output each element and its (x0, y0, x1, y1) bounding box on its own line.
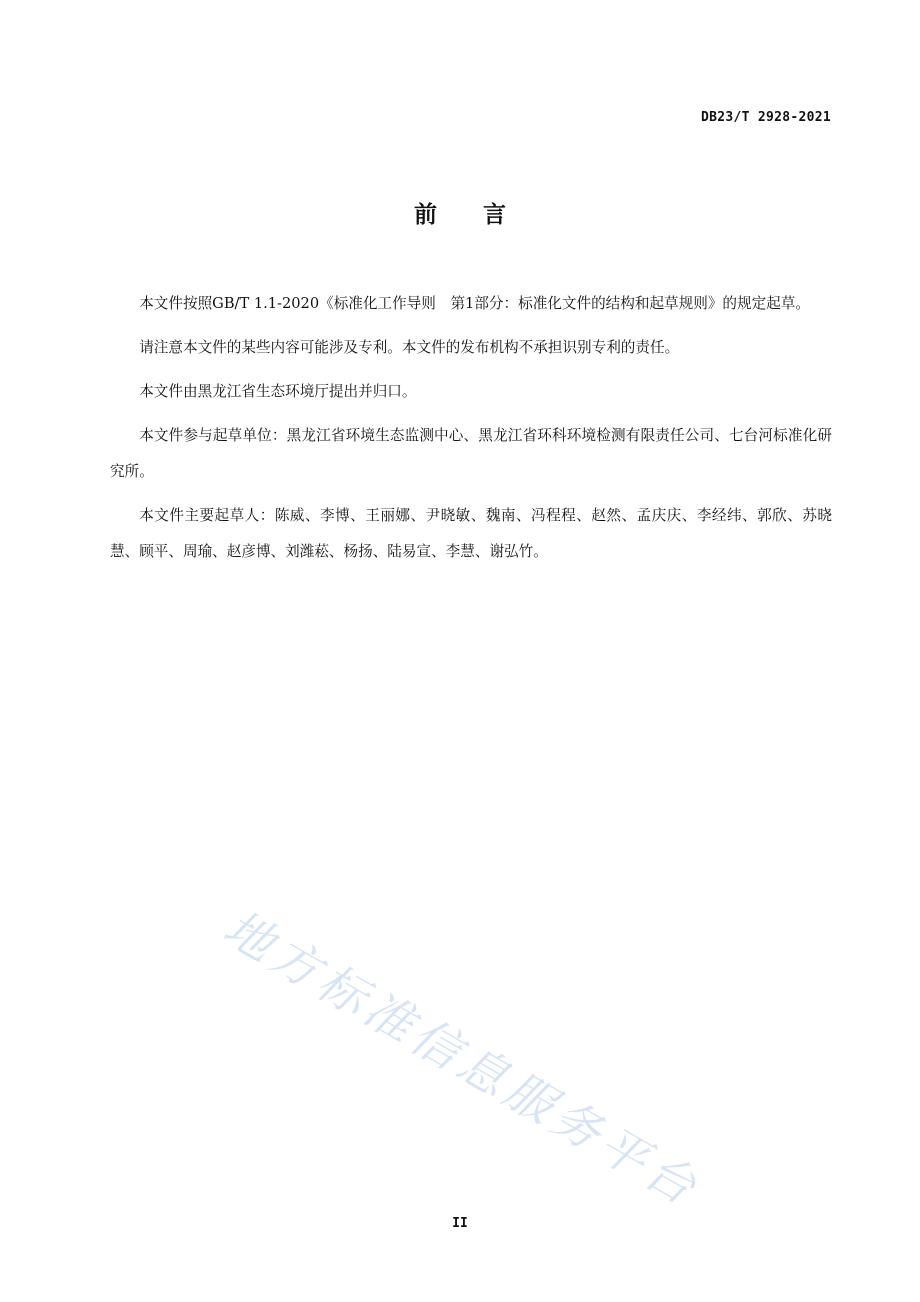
preface-body (110, 286, 832, 578)
paragraph-drafters: 本文件主要起草人：陈威、李博、王丽娜、尹晓敏、魏南、冯程程、赵然、孟庆庆、李经纬、郭欣、苏晓慧、顾平、周瑜、赵彦博、刘潍菘、杨扬、陆易宣、李慧、谢弘竹。 (110, 507, 832, 560)
watermark: 地方标准信息服务平台 (214, 899, 710, 1219)
paragraph-drafting-rules: 本文件按照GB/T 1.1-2020《标准化工作导则 第1部分：标准化文件的结构和起草规则》的规定起草。 (139, 295, 810, 312)
paragraph-patent-notice: 请注意本文件的某些内容可能涉及专利。本文件的发布机构不承担识别专利的责任。 (139, 339, 680, 356)
page-title: 前言 (414, 202, 552, 228)
paragraph-proposer: 本文件由黑龙江省生态环境厅提出并归口。 (139, 383, 417, 400)
paragraph-drafting-units: 本文件参与起草单位：黑龙江省环境生态监测中心、黑龙江省环科环境检测有限责任公司、七台河标准化研究所。 (110, 427, 832, 480)
page-number: II (452, 1216, 468, 1231)
document-code: DB23/T 2928-2021 (700, 110, 831, 125)
